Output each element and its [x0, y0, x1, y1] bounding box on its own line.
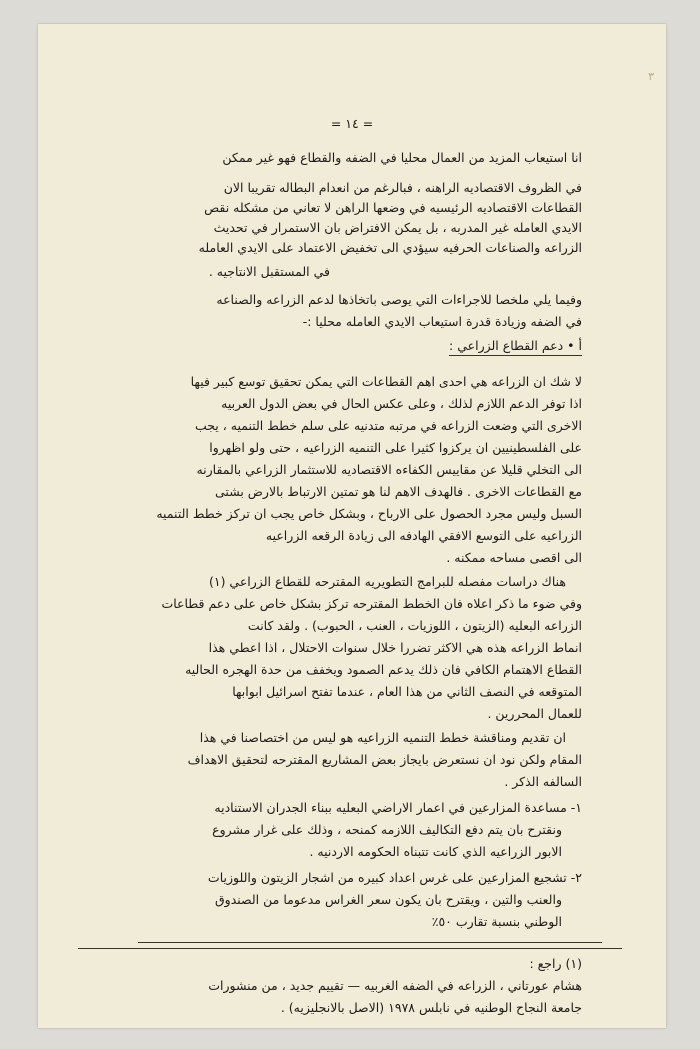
- text-line: الزراعه البعليه (الزيتون ، اللوزيات ، العنب ، الحبوب) . ولقد كانت: [247, 618, 582, 633]
- list-item-line: ١- مساعدة المزارعين في اعمار الاراضي البعليه ببناء الجدران الاستناديه: [214, 800, 582, 815]
- text-line: اذا توفر الدعم اللازم لذلك ، وعلى عكس الحال في بعض الدول العربيه: [221, 396, 582, 411]
- text-line: مع القطاعات الاخرى . فالهدف الاهم لنا هو تمتين الارتباط بالارض بشتى: [215, 484, 582, 499]
- list-item-line: الوطني بنسبة تقارب ٥٠٪: [431, 914, 562, 929]
- text-line: السالفه الذكر .: [504, 774, 582, 789]
- text-line: انا استيعاب المزيد من العمال محليا في الضفه والقطاع فهو غير ممكن: [222, 150, 582, 165]
- text-line: ان تقديم ومناقشة خطط التنميه الزراعيه هو ليس من اختصاصنا في هذا: [199, 730, 566, 745]
- text-line: السبل وليس مجرد الحصول على الارباح ، وبشكل خاص يجب ان تركز خطط التنميه: [156, 506, 582, 521]
- text-line: لا شك ان الزراعه هي احدى اهم القطاعات التي يمكن تحقيق توسع كبير فيها: [190, 374, 582, 389]
- text-line: على الفلسطينيين ان يركزوا كثيرا على التنميه الزراعيه ، حتى ولو اظهروا: [209, 440, 582, 455]
- text-line: للعمال المحررين .: [487, 706, 582, 721]
- text-line: الاخرى التي وضعت الزراعه في مرتبه متدنيه على سلم خطط التنميه ، يجب: [194, 418, 582, 433]
- corner-mark: ٣: [648, 70, 654, 83]
- text-line: في الضفه وزيادة قدرة استيعاب الايدي العامله محليا :-: [302, 314, 582, 329]
- text-line: المتوقعه في النصف الثاني من هذا العام ، عندما تفتح اسرائيل ابوابها: [232, 684, 582, 699]
- list-item-line: ونقترح بان يتم دفع التكاليف اللازمه كمنحه ، وذلك على غرار مشروع: [212, 822, 562, 837]
- footnote-divider: [78, 948, 622, 949]
- section-heading: أ • دعم القطاع الزراعي :: [449, 340, 582, 356]
- text-line: الى التخلي قليلا عن مقاييس الكفاءه الاقتصاديه للاستثمار الزراعي بالمقارنه: [196, 462, 582, 477]
- list-item-line: الابور الزراعيه الذي كانت تتبناه الحكومه الاردنيه .: [309, 844, 562, 859]
- text-line: المقام ولكن نود ان نستعرض بايجاز بعض المشاريع المقترحه لتحقيق الاهداف: [187, 752, 582, 767]
- text-line: القطاعات الاقتصاديه الرئيسيه في وضعها الراهن لا تعاني من مشكله نقص: [204, 200, 582, 215]
- page-number: = ١٤ =: [330, 116, 374, 131]
- list-item-line: والعنب والتين ، ويقترح بان يكون سعر الغراس مدعوما من الصندوق: [214, 892, 562, 907]
- text-line: القطاع الاهتمام الكافي فان ذلك يدعم الصمود ويخفف من حدة الهجره الحاليه: [185, 662, 582, 677]
- footnote-line: هشام عورتاني ، الزراعه في الضفه الغربيه — تقييم جديد ، من منشورات: [208, 978, 582, 993]
- text-line: في الظروف الاقتصاديه الراهنه ، فبالرغم من انعدام البطاله تقريبا الان: [223, 180, 582, 195]
- text-line: وفي ضوء ما ذكر اعلاه فان الخطط المقترحه تركز بشكل خاص على دعم قطاعات: [161, 596, 582, 611]
- document-page: [38, 24, 666, 1028]
- text-line: وفيما يلي ملخصا للاجراءات التي يوصى باتخاذها لدعم الزراعه والصناعه: [216, 292, 582, 307]
- list-item-line: ٢- تشجيع المزارعين على غرس اعداد كبيره من اشجار الزيتون واللوزيات: [207, 870, 582, 885]
- text-line: هناك دراسات مفصله للبرامج التطويريه المقترحه للقطاع الزراعي (١): [208, 574, 566, 589]
- footnote-marker: (١) راجع :: [529, 956, 582, 971]
- text-line: الزراعه والصناعات الحرفيه سيؤدي الى تخفيض الاعتماد على الايدي العامله: [198, 240, 582, 255]
- text-line: الايدي العامله غير المدربه ، بل يمكن الافتراض بان الاستمرار في تحديث: [213, 220, 582, 235]
- footnote-divider: [138, 942, 602, 943]
- footnote-line: جامعة النجاح الوطنيه في نابلس ١٩٧٨ (الاصل بالانجليزيه) .: [280, 1000, 582, 1015]
- text-line: انماط الزراعه هذه هي الاكثر تضررا خلال سنوات الاحتلال ، اذا اعطي هذا: [208, 640, 582, 655]
- text-line: في المستقبل الانتاجيه .: [208, 264, 330, 279]
- text-line: الى اقصى مساحه ممكنه .: [446, 550, 582, 565]
- text-line: الزراعيه على التوسع الافقي الهادفه الى زيادة الرقعه الزراعيه: [265, 528, 582, 543]
